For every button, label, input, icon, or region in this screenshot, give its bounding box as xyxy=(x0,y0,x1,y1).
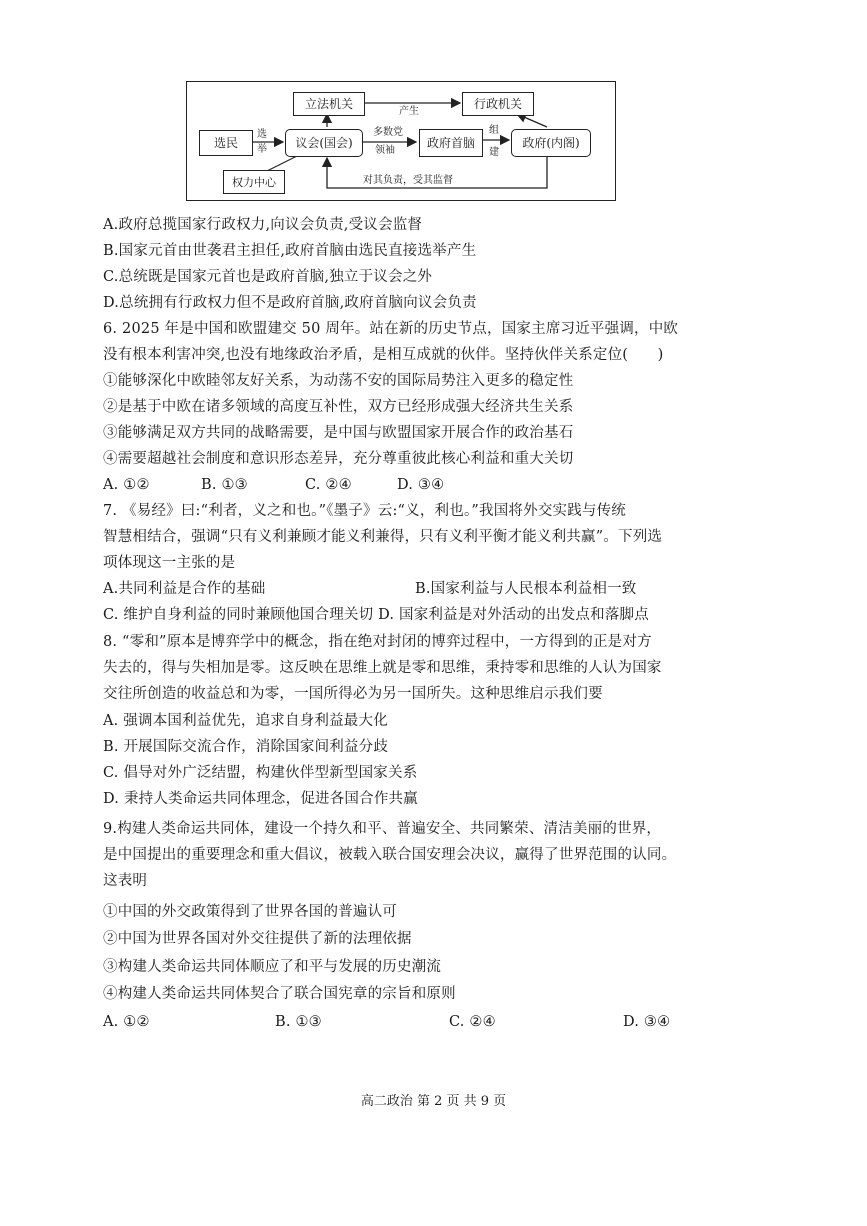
q5-option-a: A.政府总揽国家行政权力,向议会负责,受议会监督 xyxy=(103,217,423,233)
label-produce: 产生 xyxy=(399,106,419,117)
q6-choice-a[interactable]: A. ①② xyxy=(103,477,150,493)
q6-item-4: ④需要超越社会制度和意识形态差异，充分尊重彼此核心利益和重大关切 xyxy=(103,451,574,467)
q7-stem-line-3: 项体现这一主张的是 xyxy=(103,555,236,571)
q5-option-d: D.总统拥有行政权力但不是政府首脑,政府首脑向议会负责 xyxy=(103,295,477,311)
q6-item-3: ③能够满足双方共同的战略需要，是中国与欧盟国家开展合作的政治基石 xyxy=(103,425,574,441)
q5-option-c: C.总统既是国家元首也是政府首脑,独立于议会之外 xyxy=(103,269,433,285)
label-elect-2: 举 xyxy=(257,144,267,155)
label-form-1: 组 xyxy=(489,125,499,136)
q6-item-2: ②是基于中欧在诸多领域的高度互补性，双方已经形成强大经济共生关系 xyxy=(103,399,574,415)
q8-stem-line-1: 8. “零和”原本是博弈学中的概念，指在绝对封闭的博弈过程中，一方得到的正是对方 xyxy=(103,634,652,650)
q9-choice-c[interactable]: C. ②④ xyxy=(449,1014,496,1030)
label-responsible: 对其负责，受其监督 xyxy=(363,175,453,186)
box-head-of-government: 政府首脑 xyxy=(419,129,483,157)
label-elect-1: 选 xyxy=(257,129,267,140)
q6-stem-line-1: 6. 2025 年是中国和欧盟建交 50 周年。站在新的历史节点，国家主席习近平强调，中欧 xyxy=(103,321,679,337)
q8-option-c[interactable]: C. 倡导对外广泛结盟，构建伙伴型新型国家关系 xyxy=(103,765,418,781)
q9-stem-line-3: 这表明 xyxy=(103,873,148,889)
box-executive: 行政机关 xyxy=(462,92,534,116)
label-form-2: 建 xyxy=(489,147,499,158)
q7-options-ab xyxy=(103,580,763,598)
q8-option-d[interactable]: D. 秉持人类命运共同体理念，促进各国合作共赢 xyxy=(103,791,418,807)
page-footer: 高二政治 第 2 页 共 9 页 xyxy=(360,1094,507,1109)
q7-stem-line-2: 智慧相结合，强调“只有义利兼顾才能义利兼得，只有义利平衡才能义利共赢”。下列选 xyxy=(103,529,663,545)
q8-option-b[interactable]: B. 开展国际交流合作，消除国家间利益分歧 xyxy=(103,739,389,755)
q7-option-b[interactable]: B.国家利益与人民根本利益相一致 xyxy=(415,581,637,597)
box-cabinet: 政府(内阁) xyxy=(511,129,591,157)
box-power-center: 权力中心 xyxy=(223,170,285,194)
box-voters: 选民 xyxy=(199,130,253,156)
q9-choice-d[interactable]: D. ③④ xyxy=(623,1014,671,1030)
box-legislature: 立法机关 xyxy=(293,92,365,116)
q9-item-1: ①中国的外交政策得到了世界各国的普遍认可 xyxy=(103,904,397,920)
q9-choice-a[interactable]: A. ①② xyxy=(103,1014,150,1030)
label-leader: 领袖 xyxy=(375,145,395,156)
q6-choice-b[interactable]: B. ①③ xyxy=(201,477,248,493)
q9-item-3: ③构建人类命运共同体顺应了和平与发展的历史潮流 xyxy=(103,959,442,975)
q9-stem-line-2: 是中国提出的重要理念和重大倡议，被载入联合国安理会决议，赢得了世界范围的认同。 xyxy=(103,847,677,863)
q6-stem-line-2: 没有根本利害冲突,也没有地缘政治矛盾，是相互成就的伙伴。坚持伙伴关系定位( ) xyxy=(103,347,664,363)
q6-choice-d[interactable]: D. ③④ xyxy=(397,477,445,493)
q8-stem-line-3: 交往所创造的收益总和为零，一国所得必为另一国所失。这种思维启示我们要 xyxy=(103,686,603,702)
q9-choices xyxy=(103,1013,723,1031)
q6-choice-c[interactable]: C. ②④ xyxy=(305,477,352,493)
box-parliament: 议会(国会) xyxy=(285,129,363,157)
q9-item-2: ②中国为世界各国对外交往提供了新的法理依据 xyxy=(103,931,412,947)
q9-choice-b[interactable]: B. ①③ xyxy=(275,1014,322,1030)
q6-choices xyxy=(103,476,523,494)
q5-option-b: B.国家元首由世袭君主担任,政府首脑由选民直接选举产生 xyxy=(103,243,477,259)
q8-option-a[interactable]: A. 强调本国利益优先，追求自身利益最大化 xyxy=(103,713,388,729)
label-majority: 多数党 xyxy=(373,127,403,138)
q7-options-cd[interactable]: C. 维护自身利益的同时兼顾他国合理关切 D. 国家利益是对外活动的出发点和落脚点 xyxy=(103,607,649,623)
q8-stem-line-2: 失去的，得与失相加是零。这反映在思维上就是零和思维，秉持零和思维的人认为国家 xyxy=(103,660,662,676)
q9-stem-line-1: 9.构建人类命运共同体，建设一个持久和平、普遍安全、共同繁荣、清洁美丽的世界， xyxy=(103,821,662,837)
q9-item-4: ④构建人类命运共同体契合了联合国宪章的宗旨和原则 xyxy=(103,986,456,1002)
q7-option-a[interactable]: A.共同利益是合作的基础 xyxy=(103,581,266,597)
q6-item-1: ①能够深化中欧睦邻友好关系，为动荡不安的国际局势注入更多的稳定性 xyxy=(103,373,574,389)
q7-stem-line-1: 7. 《易经》曰:“利者，义之和也。”《墨子》云:“义，利也。”我国将外交实践与传统 xyxy=(103,503,627,519)
government-structure-diagram xyxy=(186,81,616,201)
